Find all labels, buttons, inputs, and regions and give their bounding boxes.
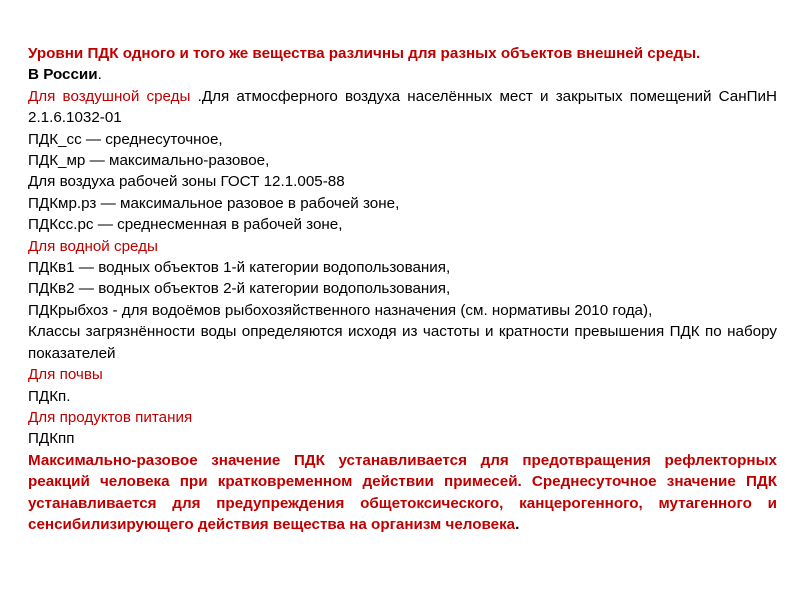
- pdk-pp-line: ПДКпп: [28, 430, 75, 448]
- food-label: Для продуктов питания: [28, 408, 193, 426]
- pdk-mr-line: ПДК_мр — максимально-разовое,: [28, 152, 270, 170]
- pdk-mr-rz-line: ПДКмр.рз — максимальное разовое в рабочей зоне,: [28, 194, 400, 212]
- russia-dot: .: [97, 66, 102, 84]
- pdk-v1-line: ПДКв1 — водных объектов 1-й категории водопользования,: [28, 259, 451, 277]
- conclusion-paragraph: [28, 450, 777, 536]
- russia-label: В России: [28, 66, 98, 84]
- conclusion-text: Максимально-разовое значение ПДК устанавливается для предотвращения рефлекторных реакций человека при кратковременном действии примесей. Среднесуточное значение ПДК устанавливается для предупреждения общетоксического, канцерогенного, мутагенного и сенсибилизирующего действия вещества на организм человека: [28, 451, 777, 533]
- russia-line: [28, 64, 777, 85]
- air-label: Для воздушной среды: [28, 87, 191, 105]
- pdk-ss-line: ПДК_сс — среднесуточное,: [28, 130, 223, 148]
- work-zone-air-line: Для воздуха рабочей зоны ГОСТ 12.1.005-88: [28, 173, 345, 191]
- intro-heading: Уровни ПДК одного и того же вещества различны для разных объектов внешней среды.: [28, 45, 701, 62]
- air-text: .Для атмосферного воздуха населённых мест и закрытых помещений СанПиН 2.1.6.1032-01: [28, 87, 777, 127]
- soil-label: Для почвы: [28, 366, 103, 384]
- pdk-ss-rs-line: ПДКсс.рс — среднесменная в рабочей зоне,: [28, 216, 343, 234]
- slide-content: [28, 43, 777, 535]
- conclusion-dot: .: [515, 515, 520, 533]
- pdk-p-line: ПДКп.: [28, 387, 71, 405]
- water-classes-text: Классы загрязнённости воды определяются исходя из частоты и кратности превышения ПДК по набору показателей: [28, 323, 777, 362]
- pdk-v2-line: ПДКв2 — водных объектов 2-й категории водопользования,: [28, 280, 451, 298]
- air-section-line: [28, 86, 777, 129]
- water-label: Для водной среды: [28, 237, 158, 255]
- pdk-fish-line: ПДКрыбхоз - для водоёмов рыбохозяйственного назначения (см. нормативы 2010 года),: [28, 301, 653, 319]
